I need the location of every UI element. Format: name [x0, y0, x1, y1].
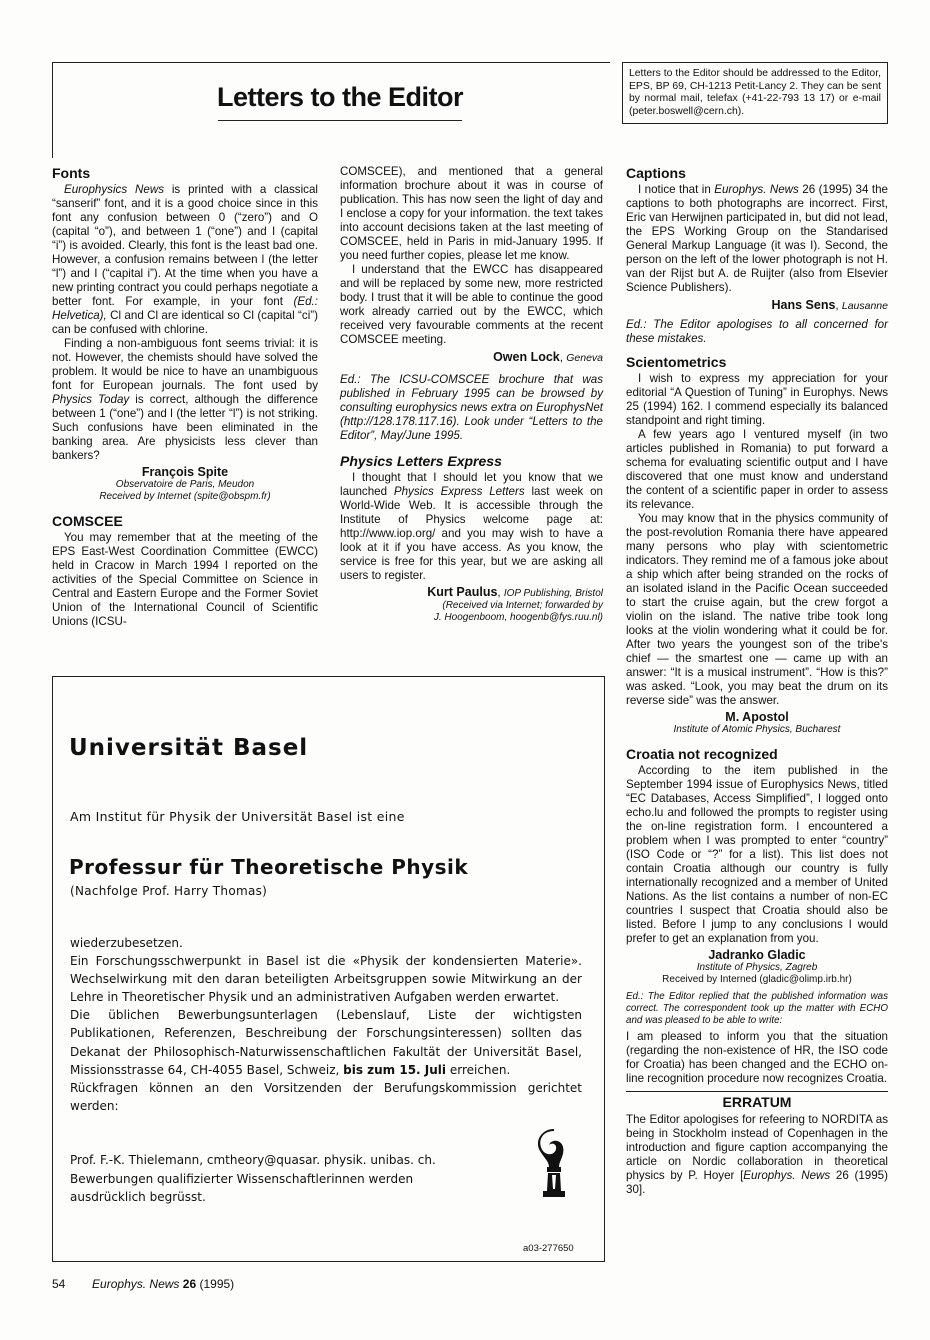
erratum-paragraph: The Editor apologises for refeering to NORDITA as being in Stockholm instead of Copenhagen in the introduction and figure caption accompanying the article on Nordic collaboration in theoretical physics by P. Hoyer [Europhys. News 26 (1995) 30].: [626, 1113, 888, 1196]
header-top-rule: [52, 62, 610, 63]
submission-notice-box: [622, 62, 888, 124]
comscee-heading: COMSCEE: [52, 513, 123, 529]
page-number: 54: [52, 1277, 66, 1291]
fonts-heading: Fonts: [52, 165, 91, 181]
croatia-paragraph-2: I am pleased to inform you that the situation (regarding the non-existence of HR, the ISO code for Croatia) has been changed and the ECHO on-line recognition procedure now recognizes Croatia.: [626, 1030, 888, 1085]
ad-body-3: Die üblichen Bewerbungsunterlagen (Lebenslauf, Liste der wichtigsten Publikationen, Referenzen, Beschreibung der Forschungsinteressen) sollten das Dekanat der Philosophisch-Naturwissenschaftlichen Fakultät der Universität Basel, Missionsstrasse 64, CH-4055 Basel, Schweiz, bis zum 15. Juli erreichen.: [70, 1008, 582, 1077]
header-left-rule: [52, 62, 53, 158]
ad-intro: Am Institut für Physik der Universität Basel ist eine: [70, 809, 405, 824]
footer-volume: 26: [182, 1277, 197, 1291]
footer-journal: Europhys. News: [92, 1277, 180, 1291]
column-2: [340, 165, 603, 624]
sci-paragraph-3: You may know that in the physics community of the post-revolution Romania there have appeared many persons who play with scientometric indicators. They remind me of a famous joke about a ship which after being stranded on the rocks of an isolated island in the Pacific Ocean succeeded to start the cruise again, but the crew forgot a violin on the island. The native tribe took long looks at the violin wondering what it could be for. After two years the youngest son of the tribe's chief — the smartest one — came up with an answer: “It is a musical instrument”. “How is this?” was asked. “Look, you may beat the drum on its reverse side” was the answer.: [626, 512, 888, 707]
sci-paragraph-1: I wish to express my appreciation for your editorial “A Question of Tuning” in Europhys. News 25 (1994) 162. I commend especially its balanced standpoint and right timing.: [626, 372, 888, 427]
fonts-paragraph-1: Europhysics News is printed with a classical “sanserif” font, and it is a good choice since in this font any confusion between 0 (“zero”) and O (capital “o”), and between 1 (“one”) and I (capital “i”) is avoided. Clearly, this font is the least bad one. However, a confusion remains between l (the letter “l”) and I (“capital i”). At the time when you have a new printing contract you could perhaps negotiate a better font. For example, in your font (Ed.: Helvetica), Cl and Cl are identical so Cl (capital “ci”) can be confused with chlorine.: [52, 183, 318, 336]
ad-closing: Bewerbungen qualifizierter Wissenschaftlerinnen werden ausdrücklich begrüsst.: [70, 1171, 414, 1204]
ad-position-title: Professur für Theoretische Physik: [69, 855, 469, 879]
basel-crozier-emblem: [531, 1125, 577, 1205]
ad-contact-line: Prof. F.-K. Thielemann, cmtheory@quasar. physik. unibas. ch.: [70, 1153, 436, 1167]
ad-body-1: wiederzubesetzen.: [70, 936, 183, 950]
fonts-sig-aff2: Received by Internet (spite@obspm.fr): [99, 491, 271, 502]
title-underline: [218, 120, 462, 121]
captions-editor-note: Ed.: The Editor apologises to all concerned for these mistakes.: [626, 318, 888, 345]
fonts-sig-aff1: Observatoire de Paris, Meudon: [115, 479, 255, 490]
sci-signature: M. Apostol Institute of Atomic Physics, Bucharest: [673, 710, 841, 735]
erratum-heading: ERRATUM: [722, 1094, 792, 1110]
ple-signature: Kurt Paulus, IOP Publishing, Bristol (Received via Internet; forwarded by J. Hoogenboom, hoogenb@fys.ruu.nl): [427, 585, 603, 623]
fonts-sig-name: François Spite: [141, 465, 229, 479]
job-advertisement: [52, 676, 605, 1262]
fonts-paragraph-2: Finding a non-ambiguous font seems trivial: it is not. However, the chemists should have solved the problem. It would be nice to have an unambiguous font for European journals. The font used by Physics Today is correct, although the difference between 1 (“one”) and l (the letter “l”) is not striking. Such confusions have been eliminated in the banking area. Are physicists less clever than bankers?: [52, 337, 318, 462]
comscee-editor-note: Ed.: The ICSU-COMSCEE brochure that was published in February 1995 can be browsed by consulting europhysics news extra on EurophysNet (http://128.178.117.16). Look under “Letters to the Editor”, May/June 1995.: [340, 373, 603, 442]
ad-body-2: Ein Forschungsschwerpunkt in Basel ist die «Physik der kondensierten Materie». Wechselwirkung mit den daran beteiligten Arbeitsgruppen sowie Mitwirkung an der Lehre in Theoretischer Physik und an administrativen Aufgaben werden erwartet.: [70, 954, 582, 1005]
croatia-heading: Croatia not recognized: [626, 746, 778, 762]
comscee-paragraph-1: You may remember that at the meeting of the EPS East-West Coordination Committee (EWCC) held in Cracow in March 1994 I reported on the activities of the Special Committee on Science in Central and Eastern Europe and the Former Soviet Union of the International Council of Scientific Unions (ICSU-: [52, 531, 318, 628]
page-title: Letters to the Editor: [216, 82, 463, 112]
physics-letters-express-heading: Physics Letters Express: [340, 453, 502, 469]
captions-heading: Captions: [626, 165, 686, 181]
scientometrics-heading: Scientometrics: [626, 354, 727, 370]
comscee-signature: Owen Lock, Geneva: [493, 350, 603, 364]
fonts-signature: [52, 466, 318, 503]
footer-year: (1995): [199, 1277, 235, 1291]
column-3: [626, 165, 888, 1197]
croatia-paragraph-1: According to the item published in the September 1994 issue of Europhysics News, titled “EC Databases, Access Simplified”, I logged onto echo.lu and followed the prompts to register using the on-line registration form. I encountered a problem when I was prompted to enter “country” (ISO Code or “?” for a list). This list does not contain Croatia although our country is fully internationally recognized and a member of United Nations. As the list contains a number of non-EC countries I suspect that Croatia should also be listed. Before I jump to any conclusions I would prefer to get an explanation from you.: [626, 764, 888, 945]
submission-notice: Letters to the Editor should be addressed to the Editor, EPS, BP 69, CH-1213 Petit-Lancy 2. They can be sent by normal mail, telefax (+41-22-793 13 17) or e-mail (peter.boswell@cern.ch).: [629, 68, 881, 117]
captions-signature: Hans Sens, Lausanne: [771, 298, 888, 312]
ad-body: [70, 934, 582, 1115]
ad-contact: [70, 1151, 490, 1207]
column-1: [52, 165, 318, 629]
sci-paragraph-2: A few years ago I ventured myself (in two articles published in Romania) to put forward a schema for evaluating scientific output and I have discovered that one must know and understand the content of a scientific paper in order to assess its relevance.: [626, 428, 888, 511]
comscee-paragraph-1-cont: COMSCEE), and mentioned that a general information brochure about it was in course of publication. This has now seen the light of day and I enclose a copy for your information. the text takes into account decisions taken at the last meeting of COMSCEE, held in Paris in mid-January 1995. If you need further copies, please let me know.: [340, 165, 603, 262]
comscee-paragraph-2: I understand that the EWCC has disappeared and will be replaced by some new, more restricted body. I trust that it will be able to continue the good work already carried out by the EWCC, which received very favourable comments at the recent COMSCEE meeting.: [340, 263, 603, 346]
ad-successor: (Nachfolge Prof. Harry Thomas): [70, 884, 268, 898]
captions-paragraph-1: I notice that in Europhys. News 26 (1995) 34 the captions to both photographs are incorrect. First, Eric van Herwijnen participated in, but did not lead, the EPS Working Group on the Standarised General Markup Language (it was I). Second, the person on the left of the lower photograph is not H. van der Rijst but A. de Ruijter (also from Elsevier Science Publishers).: [626, 183, 888, 294]
ad-code: a03-277650: [523, 1243, 574, 1254]
erratum-rule: [626, 1091, 888, 1092]
ad-body-4: Rückfragen können an den Vorsitzenden der Berufungskommission gerichtet werden:: [70, 1080, 582, 1113]
footer: [52, 1277, 234, 1291]
croatia-signature: Jadranko Gladic Institute of Physics, Zagreb Received by Interned (gladic@olimp.irb.hr): [662, 948, 852, 985]
croatia-editor-note: Ed.: The Editor replied that the published information was correct. The correspondent took up the matter with ECHO and was pleased to be able to write:: [626, 991, 888, 1026]
ad-university-name: Universität Basel: [69, 735, 309, 761]
ple-paragraph-1: I thought that I should let you know that we launched Physics Express Letters last week on World-Wide Web. It is accessible through the Institute of Physics welcome page at: http://www.iop.org/ and you may wish to have a look at it if you have access. As you know, the service is free for this year, but we are asking all users to register.: [340, 471, 604, 582]
